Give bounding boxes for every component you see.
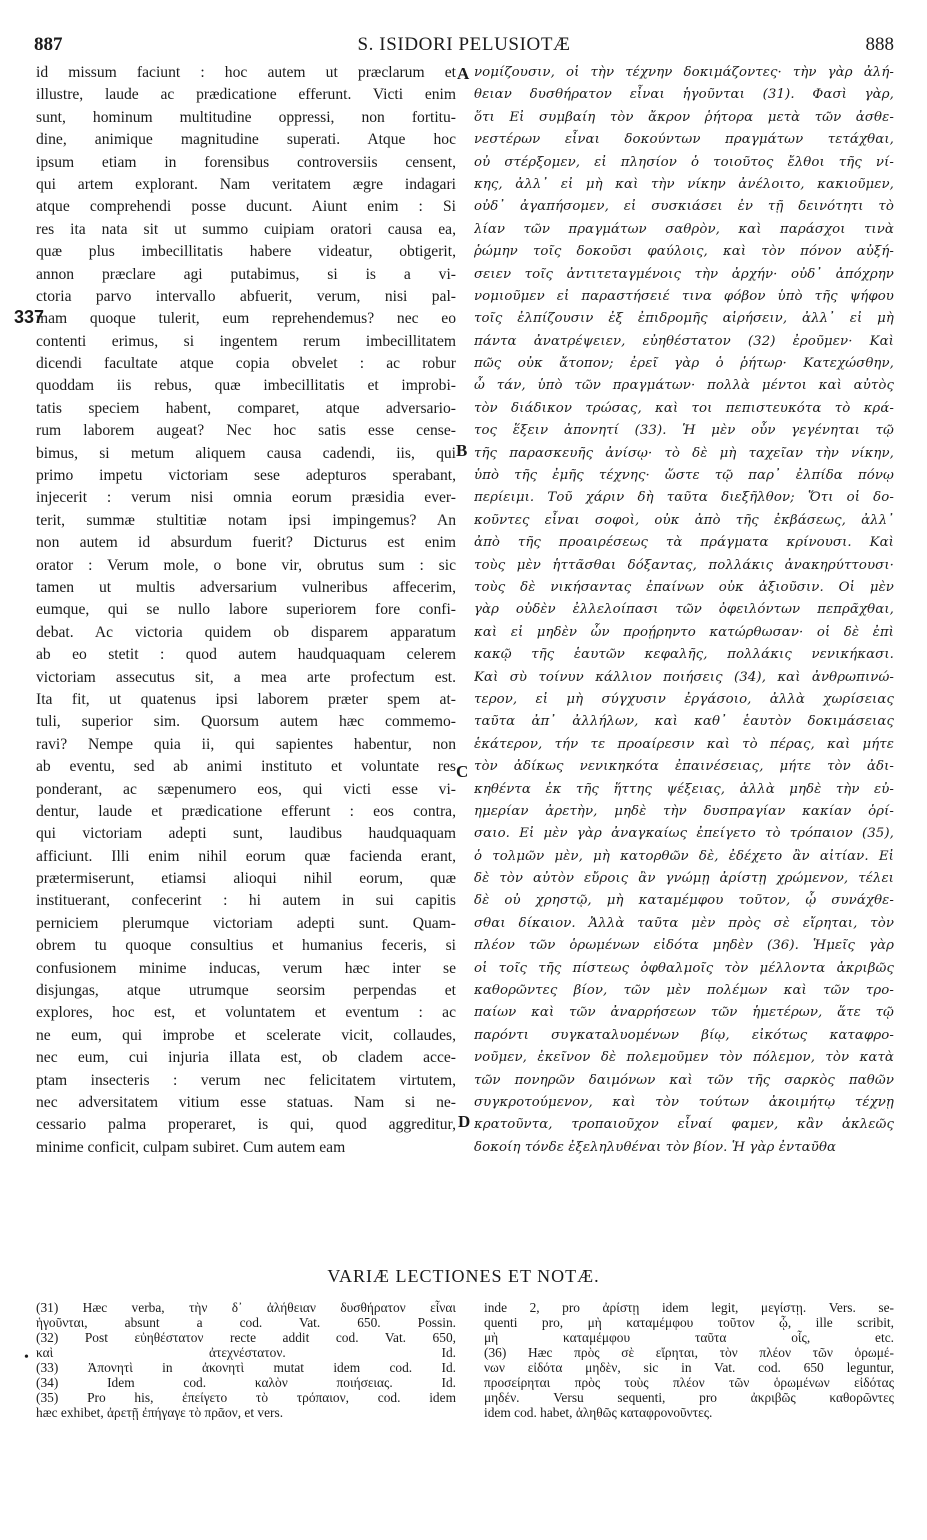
latin-text-line: bimus, si metum aliquem causa cadendi, iis, qui (36, 444, 456, 462)
latin-text-line: obrem tu quoque consultius et humanius feceris, si (36, 937, 456, 955)
latin-text-line: tuli, superior sim. Quorsum autem hæc commemo- (36, 713, 456, 731)
greek-text-line: τος ἕξειν ἀπονητί (33). Ἡ μὲν οὖν γεγένηται τῷ (474, 423, 894, 439)
greek-text-column (474, 62, 894, 1159)
greek-text-line: νοῦμεν, ἐκεῖνον δὲ πολεμοῦμεν τὸν πόλεμον, τὸν κατὰ (474, 1050, 894, 1066)
note-line: hæc exhibet, ἀρετῇ ἐπήγαγε τὸ πρᾶον, et vers. (36, 1405, 284, 1420)
greek-text-line: καθορῶντες βίον, τῶν μὲν πολέμων καὶ τῶν τρο- (474, 983, 894, 999)
greek-text-line: καὶ εἰ μηδὲν ὧν προῄρηντο κατώρθωσαν· οἱ δὲ ἐπὶ (474, 624, 894, 640)
latin-text-line: annon præclare agi putabimus, si is a vi- (36, 265, 456, 283)
note-line: ἡγοῦνται, absunt a cod. Vat. 650. Possin. (36, 1315, 456, 1330)
greek-text-line: οὐ στέρξομεν, εἰ πλησίον ὁ τοιοῦτος ἔλθοι τῆς νί- (474, 154, 894, 170)
latin-text-line: sunt, hominum multitudine oppressi, non fortitu- (36, 108, 456, 126)
margin-letter-d: D (458, 1112, 471, 1131)
greek-text-line: ἑκάτερον, τήν τε προαίρεσιν καὶ τὸ πέρας, καὶ μήτε (474, 736, 894, 752)
latin-text-line: Ita fit, ut quatenus ipsi laborem præter spem at- (36, 690, 456, 708)
latin-text-line: atque comprehendi posse ducunt. Aiunt enim : Si (36, 198, 456, 216)
greek-text-line: οὐδ᾽ ἀγαπήσομεν, εἰ συσκιάσει ἐν τῇ δεινότητι τὸ (474, 199, 894, 215)
note-line: μηδέν. Versu sequenti, pro ἀκριβῶς καθορῶντες (484, 1390, 894, 1405)
greek-text-line: οἱ τοῖς τῆς πίστεως ὀφθαλμοῖς τὸν μέλλοντα ἀκριβῶς (474, 960, 894, 976)
latin-text-line: confusionem minime inducas, verum hæc inter se (36, 959, 456, 977)
margin-letter-c: C (456, 762, 469, 781)
latin-text-line: qui victoriam adepti sunt, laudibus haudquaquam (36, 825, 456, 843)
note-line: (34) Idem cod. καλὸν ποιήσειας. Id. (36, 1375, 456, 1390)
latin-text-line: afficiunt. Illi enim nihil eorum quæ facienda erant, (36, 847, 456, 865)
latin-text-line: ipsum etiam in forensibus controversiis censent, (36, 153, 456, 171)
latin-text-line: ravi? Nempe quia ii, qui sapientes habentur, non (36, 735, 456, 753)
greek-text-line: ὁ τολμῶν μὲν, μὴ κατορθῶν δὲ, ἐδέχετο ἂν αἰτίαν. Εἰ (474, 848, 894, 864)
note-line: προσείρηται πρὸς τοὺς πλέον τῶν ὁρωμένων εἰδότας (484, 1375, 894, 1390)
notes-right-column (484, 1300, 894, 1420)
greek-text-line: δὲ οὐ χρηστῷ, μὴ καταμέμφου τοῦτον, ᾧ συνάχθε- (474, 893, 894, 909)
greek-text-line: κρατοῦντα, τροπαιοῦχον εἶναί φαμεν, κἂν ἀκλεῶς (474, 1117, 894, 1133)
greek-text-line: λίαν τῶν πραγμάτων σαθρὸν, καὶ παράσχοι τινὰ (474, 221, 894, 237)
note-line: νων εἰδότα μηδὲν, sic in Vat. cod. 650 leguntur, (484, 1360, 894, 1375)
greek-text-line: παρόντι συγκαταλυομένων βίῳ, εἰκότως καταφρο- (474, 1027, 894, 1043)
greek-text-line: τοὺς δὲ νικήσαντας ἐπαίνων οὐκ ἀξιοῦσιν. Οἱ μὲν (474, 579, 894, 595)
greek-text-line: τῆς παρασκευῆς ἀνίσῳ· τὸ δὲ μὴ ταχεῖαν τὴν νίκην, (474, 445, 894, 461)
note-line: καὶ ἀτεχνέστατον. Id. (36, 1345, 456, 1360)
latin-text-column (36, 62, 456, 1159)
latin-text-line: terit, summæ stultitiæ notam ipsi impingemus? An (36, 511, 456, 529)
greek-text-line: νομίζουσιν, οἱ τὴν τέχνην δοκιμάζοντες· τὴν γὰρ ἀλή- (474, 65, 894, 80)
bullet-mark: • (24, 1350, 29, 1365)
greek-text-line: σειεν τοῖς ἀντιτεταγμένοις τὴν ἀρχήν· οὐδ᾽ ἀπόχρην (474, 266, 894, 282)
greek-text-line: νεστέρων εἶναι δοκούντων πραγμάτων τετάχθαι, (474, 132, 894, 148)
latin-text-line: quoddam iis rebus, quæ imbecillitatis et improbi- (36, 377, 456, 395)
column-number-marker: 337 (14, 307, 45, 327)
greek-text-line: σαιο. Εἰ μὲν γὰρ ἀναγκαίως ἐπείγετο τὸ τρόπαιον (35), (474, 826, 894, 842)
greek-text-line: ἀπὸ τῆς προαιρέσεως τὰ πράγματα κρίνουσι. Καὶ (474, 535, 894, 551)
note-line: (33) Ἀπονητὶ in ἀκονητὶ mutat idem cod. Id. (36, 1360, 456, 1375)
latin-text-line: disjungas, atque utrumque seorsim perpendas et (36, 982, 456, 1000)
latin-text-line: explores, hoc est, et voluntatem et eventum : ac (36, 1004, 456, 1022)
greek-text-line: περίειμι. Τοῦ χάριν δὴ ταῦτα διεξῆλθον; Ὅτι οἱ δο- (474, 490, 894, 506)
greek-text-line: συγκροτούμενον, καὶ τὸν τούτων ἀκοιμήτῳ τέχνῃ (474, 1094, 894, 1110)
greek-text-line: ταῦτα ἀπ᾽ ἀλλήλων, καὶ καθ᾽ ἑαυτὸν δοκιμάσειας (474, 714, 894, 730)
note-line: (32) Post εὐηθέστατον recte addit cod. Vat. 650, (36, 1330, 456, 1345)
latin-text-line: id missum faciunt : hoc autem ut præclarum et (36, 64, 456, 81)
greek-text-line: κακῷ τῆς ἑαυτῶν κεφαλῆς, πολλάκις νενικήκασι. (474, 647, 894, 663)
latin-text-line: injecerit : verum nisi omnia eorum præsidia ever- (36, 489, 456, 507)
notes-title: VARIÆ LECTIONES ET NOTÆ. (327, 1266, 600, 1286)
latin-text-line: ab eventu, sed ab animi instituto et voluntate res (36, 758, 456, 776)
greek-text-line: δοκοίη τόνδε ἐξεληλυθέναι τὸν βίον. Ἡ γὰρ ἐνταῦθα (474, 1139, 837, 1155)
latin-text-line: orator : Verum mole, o bone vir, obrutus sum : sic (36, 556, 456, 574)
latin-text-line: contenti erimus, si ingentem rerum imbecillitatem (36, 332, 456, 350)
latin-text-line: nec adversitatem vitium esse statuas. Nam si ne- (36, 1093, 456, 1111)
latin-text-line: minime conficit, culpam subiret. Cum autem eam (36, 1138, 346, 1156)
greek-text-line: ῥώμην τοῖς δοκοῦσι φαύλοις, καὶ τὸν πόνον αὐξή- (474, 244, 894, 260)
greek-text-line: παίων καὶ τῶν ἀναρρήσεων τῶν ἡμετέρων, ἅτε τῷ (474, 1005, 894, 1021)
greek-text-line: πάντα ἀνατρέψειεν, εὐηθέστατον (32) ἐροῦμεν· Καὶ (474, 333, 894, 349)
greek-text-line: νομιοῦμεν εἰ παραστήσειέ τινα φόβον ὑπὸ τῆς ψήφου (474, 288, 894, 304)
latin-text-line: prætermiserunt, etiamsi alioqui nihil eorum, quæ (36, 870, 456, 888)
latin-text-line: dicendi facultate atque copia obvelet : ac robur (36, 355, 456, 373)
greek-text-line: κης, ἀλλ᾽ εἰ μὴ καὶ τὴν νίκην ἀνέλοιτο, κακιοῦμεν, (474, 176, 894, 192)
greek-text-line: θειαν δυσθήρατον εἶναι ἡγοῦνται (31). Φασὶ γὰρ, (474, 87, 894, 103)
running-head-title: S. ISIDORI PELUSIOTÆ (357, 34, 571, 55)
margin-letter-a: A (457, 64, 470, 83)
latin-text-line: tamen ut multis adversarium vulneribus affecerim, (36, 578, 456, 596)
greek-text-line: τὸν διάδικον τρώσας, καὶ τοι πεπιστευκότα τὸ κρά- (474, 400, 894, 416)
greek-text-line: κηθέντα ἐκ τῆς ἥττης ψέξειας, ἀλλὰ μηδὲ τὴν εὐ- (474, 781, 894, 797)
latin-text-line: qui artem explorant. Nam veritatem ægre indagari (36, 175, 456, 193)
notes-left-column (36, 1300, 456, 1420)
latin-text-line: rum laborem augeat? Nec hoc satis esse cense- (36, 422, 456, 440)
note-line: (35) Pro his, ἐπείγετο τὸ τρόπαιον, cod. idem (36, 1390, 456, 1405)
latin-text-line: perniciem plerumque victoriam adepti sunt. Quam- (36, 914, 456, 932)
latin-text-line: debat. Ac victoria quidem ob disparem apparatum (36, 623, 456, 641)
greek-text-line: ὦ τάν, ὑπὸ τῶν πραγμάτων· πολλὰ μέντοι καὶ αὐτὸς (474, 378, 894, 394)
greek-text-line: τοὺς μὲν ἡττᾶσθαι δόξαντας, πολλάκις ἀνακηρύττουσι· (474, 557, 894, 573)
page-header (34, 34, 894, 58)
latin-text-line: quæ plus imbecillitatis habere videatur, obtigerit, (36, 243, 456, 261)
latin-text-line: res ita nata sit ut summo cuipiam oratori causa ea, (36, 220, 456, 238)
greek-text-line: σθαι δίκαιον. Ἀλλὰ ταῦτα μὲν πρὸς σὲ εἴρηται, τὸν (474, 915, 894, 931)
latin-text-line: dine, animique magnitudine superati. Atque hoc (36, 131, 456, 149)
note-line: quenti pro, μὴ καταμέμφου τοῦτον ᾧ, ille scribit, (484, 1315, 894, 1330)
latin-text-line: illustre, laude ac prædicatione efferunt. Victi enim (36, 86, 456, 104)
greek-text-line: πῶς οὐκ ἄτοπον; ἐρεῖ γὰρ ὁ ῥήτωρ· Κατεχώσθην, (474, 356, 894, 372)
greek-text-line: τῶν πονηρῶν δαιμόνων καὶ τῶν τῆς σαρκὸς παθῶν (474, 1072, 894, 1088)
note-line: μὴ καταμέμφου ταῦτα οἷς, etc. (484, 1330, 894, 1345)
note-line: (31) Hæc verba, τὴν δ᾽ ἀλήθειαν δυσθήρατον εἶναι (36, 1300, 456, 1315)
latin-text-line: mam quoque tulerit, eum reprehendemus? nec eo (36, 310, 456, 328)
greek-text-line: δὲ τὸν αὐτὸν εὔροις ἂν γνώμῃ ἀρίστῃ χρώμενον, τέλει (474, 871, 894, 887)
greek-text-line: γὰρ οὐδὲν ἐλλελοίπασι τῶν ὀφειλόντων πεπρᾶχθαι, (474, 602, 894, 618)
latin-text-line: instituerant, confecerint : hi autem in sui capitis (36, 892, 456, 910)
page-number-left: 887 (34, 34, 63, 55)
latin-text-line: dentur, laude et prædicatione efferunt : eos contra, (36, 802, 456, 820)
latin-text-line: ponderant, ac sæpenumero eos, qui victi esse vi- (36, 780, 456, 798)
greek-text-line: Καὶ σὺ τοίνυν κάλλιον ποιήσεις (34), καὶ ἀνθρωπινώ- (474, 669, 894, 685)
greek-text-line: τοῖς ἐλπίζουσιν ἐξ ἐπιδρομῆς αἱρήσειν, ἀλλ᾽ εἰ μὴ (474, 311, 894, 327)
latin-text-line: victoriam assecutus sit, a mea arte profectum est. (36, 668, 456, 686)
latin-text-line: ptam insecteris : verum nec felicitatem virtutem, (36, 1071, 456, 1089)
greek-text-line: τὸν ἀδίκως νενικηκότα ἐπαινέσειας, μήτε τὸν ἀδι- (474, 759, 894, 775)
greek-text-line: ημερίαν ἀρετὴν, μηδὲ τὴν δυσπραγίαν κακίαν ὁρί- (474, 803, 894, 819)
greek-text-line: ὅτι Εἰ συμβαίη τὸν ἄκρον ῥήτορα μετὰ τῶν ἀσθε- (474, 109, 894, 125)
latin-text-line: cessario palma properaret, is qui, quod aggreditur, (36, 1116, 456, 1134)
margin-letter-b: B (456, 441, 468, 460)
latin-text-line: eumque, qui se nullo labore superiorem fore confi- (36, 601, 456, 619)
greek-text-line: πλέον τῶν ὁρωμένων εἰδότα μηδὲν (36). Ἡμεῖς γὰρ (474, 938, 894, 954)
greek-text-line: κοῦντες εἶναι σοφοὶ, οὐκ ἀπὸ τῆς ἐκβάσεως, ἀλλ᾽ (474, 512, 894, 528)
latin-text-line: primo impetu victoriam sese adepturos sperabant, (36, 467, 456, 485)
note-line: (36) Hæc πρὸς σὲ εἴρηται, τὸν πλέον τῶν ὁρωμέ- (484, 1345, 894, 1360)
note-line: idem cod. habet, ἀληθῶς καταφρονοῦντες. (484, 1405, 713, 1420)
latin-text-line: ne eum, qui improbe et scelerate vicit, collaudes, (36, 1026, 456, 1044)
latin-text-line: non autem id absurdum fuerit? Dicturus est enim (36, 534, 456, 552)
page-number-right: 888 (865, 34, 894, 55)
greek-text-line: τερον, εἰ μὴ σύγχυσιν ἐργάσοιο, ἀλλὰ χωρίσειας (474, 691, 894, 707)
latin-text-line: tatis speciem habent, comparet, atque adversario- (36, 399, 456, 417)
note-line: inde 2, pro ἀρίστῃ idem legit, μεγίστῃ. Vers. se- (484, 1300, 894, 1315)
latin-text-line: nec eum, cui injuria illata est, ob cladem acce- (36, 1049, 456, 1067)
latin-text-line: ab eo stetit : quod autem haudquaquam celerem (36, 646, 456, 664)
latin-text-line: ctoria parvo intervallo abfuerit, verum, nisi pal- (36, 287, 456, 305)
greek-text-line: ὑπὸ τῆς ἐμῆς τέχνης· ὥστε τῷ παρ᾽ ἐλπίδα πόνῳ (474, 468, 894, 484)
